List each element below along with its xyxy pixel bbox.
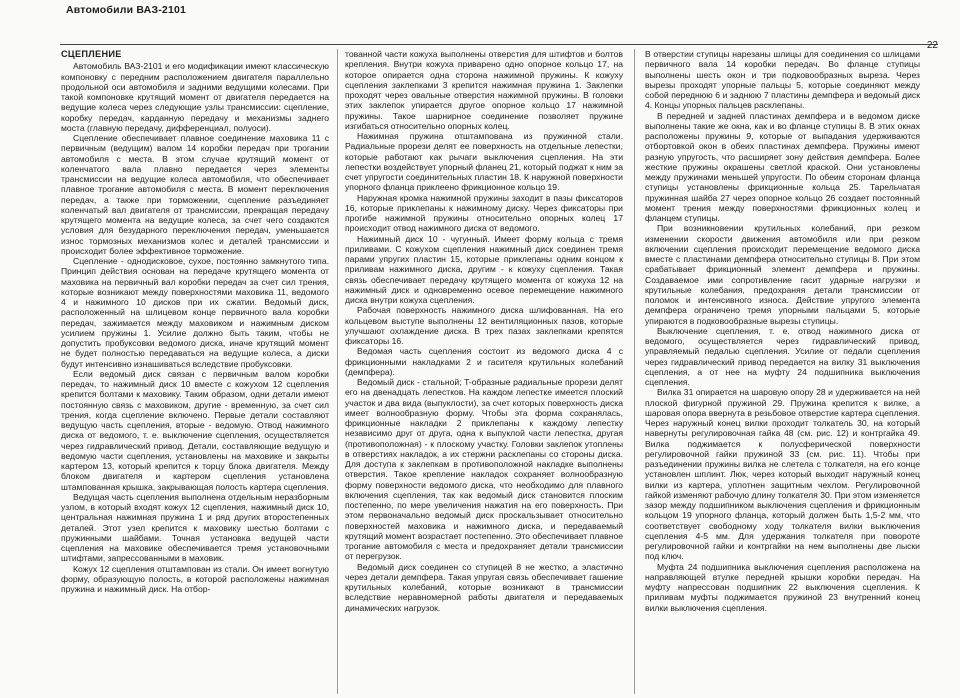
text-column-3 (645, 49, 920, 694)
paragraph: Сцепление обеспечивает плавное соединение маховика 11 с первичным (ведущим) валом 14 коробки передач при трогании автомобиля с места. В этом случае крутящий момент от коленчатого вала плавно передается через элементы трансмиссии на ведущие колеса автомобиля, что обеспечивает плавное трогание автомобиля с места. В момент переключения передач, а также при торможении, сцепление разъединяет коленчатый вал двигателя от трансмиссии, прекращая передачу крутящего момента на ведущие колеса, за счет чего создаются условия для безударного переключения передач, уменьшается износ тормозных механизмов колес и деталей трансмиссии и происходит более эффективное торможение. (61, 133, 329, 256)
paragraph: Вилка 31 опирается на шаровую опору 28 и удерживается на ней плоской фигурной пружиной 29. Пружина крепится к вилке, а шаровая опора ввернута в резьбовое отверстие картера сцепления. Через наружный конец вилки проходит толкатель 30, на который навернуты регулировочная гайка 48 (см. рис. 12) и контргайка 49. Вилка поджимается к полусферической поверхности регулировочной гайки пружиной 33 (см. рис. 11). Чтобы при разъединении пружины вилка не слетела с толкателя, на его конце установлен шплинт. Люк, через который выходит наружный конец вилки из картера, уплотнен защитным чехлом. Регулировочной гайкой изменяют рабочую длину толкателя 30. При этом изменяется зазор между подшипником выключения сцепления и фрикционным кольцом 19 упорного фланца, который должен быть 1,5-2 мм, что соответствует свободному ходу толкателя вилки выключения сцепления 4-5 мм. Для удержания толкателя при повороте регулировочной гайки и контргайки на нем выполнены две лыски под ключ. (645, 387, 920, 562)
paragraph: Нажимная пружина отштампована из пружинной стали. Радиальные прорези делят ее поверхность на отдельные лепестки, которые работают как рычаги выключения сцепления. На эти лепестки воздействует упорный фланец 21, который поджат к ним за счет упругости соединительных пластин 18. К наружной поверхности упорного фланца приклеено фрикционное кольцо 19. (345, 131, 623, 193)
text-column-1 (61, 49, 329, 694)
paragraph: В передней и задней пластинах демпфера и в ведомом диске выполнены такие же окна, как и во фланце ступицы 8. В этих окнах расположены пружины 9, которые от выпадания удерживаются отбортовкой окон в обеих пластинах демпфера. Пружины имеют разную упругость, что расширяет зону действия демпфера. Более жесткие пружины окрашены светлой краской. Они установлены между пружинами меньшей упругости. По обеим сторонам фланца ступицы установлены фрикционные кольца 25. Тарельчатая пружинная шайба 27 через опорное кольцо 26 создает постоянный момент трения между поверхностями фрикционных колец и фланцем ступицы. (645, 110, 920, 223)
paragraph: Ведомый диск соединен со ступицей 8 не жестко, а эластично через детали демпфера. Такая упругая связь обеспечивает гашение крутильных колебаний, которые возникают в трансмиссии вследствие неравномерной работы двигателя и передаваемых динамических нагрузок. (345, 561, 623, 613)
column-divider (634, 49, 635, 694)
paragraph: Сцепление - однодисковое, сухое, постоянно замкнутого типа. Принцип действия основан на передаче крутящего момента от маховика на первичный вал коробки передач за счет сил трения, которые возникают между поверхностями маховика 11, ведомого 4 и нажимного 10 дисков при их сжатии. Ведомый диск, расположенный на шлицевом конце первичного вала коробки передач, зажимается между маховиком и нажимным диском усилием пружины 1. Усилие должно быть таким, чтобы не допустить пробуксовки ведомого диска, иначе крутящий момент не будет полностью передаваться на ведущие колеса, а диски будут интенсивно изнашиваться вследствие пробуксовки. (61, 256, 329, 369)
paragraph: Ведущая часть сцепления выполнена отдельным неразборным узлом, в который входят кожух 12 сцепления, нажимный диск 10, центральная нажимная пружина 1 и ряд других второстепенных деталей. Этот узел крепится к маховику шестью болтами с пружинными шайбами. Точная установка ведущей части сцепления на маховике обеспечивается тремя установочными штифтами, запрессованными в маховик. (61, 491, 329, 564)
paragraph: Ведомая часть сцепления состоит из ведомого диска 4 с фрикционными накладками 2 и гасителя крутильных колебаний (демпфера). (345, 346, 623, 377)
text-column-2 (345, 49, 623, 694)
column-divider (337, 49, 338, 694)
paragraph: тованной части кожуха выполнены отверстия для штифтов и болтов крепления. Внутри кожуха приварено одно опорное кольцо 17, на которое опирается одна сторона нажимной пружины. К кожуху сцепления заклепками 3 крепится нажимная пружина 1. Заклепки проходят через овальные отверстия нажимной пружины. В головки этих заклепок упирается другое опорное кольцо 17 нажимной пружины. Такое шарнирное соединение позволяет пружине изгибаться относительно опорных колец. (345, 49, 623, 131)
paragraph: Нажимный диск 10 - чугунный. Имеет форму кольца с тремя приливами. С кожухом сцепления нажимный диск соединен тремя парами упругих пластин 15, которые приклепаны одним концом к приливам нажимного диска, другим - к кожуху сцепления. Такая связь обеспечивает передачу крутящего момента от кожуха 12 на нажимный диск и одновременно осевое перемещение нажимного диска внутри кожуха сцепления. (345, 233, 623, 305)
paragraph: Если ведомый диск связан с первичным валом коробки передач, то нажимный диск 10 вместе с кожухом 12 сцепления крепится болтами к маховику. Таким образом, одни детали имеют постоянную связь с маховиком, другие - временную, за счет сил трения, когда сцепление включено. Первые детали составляют ведущую часть сцепления, вторые - ведомую. Отвод нажимного диска от ведомого, т. е. выключение сцепления, осуществляется через гидравлический привод. Детали, составляющие ведущую и ведомую части сцепления, установлены на маховике и закрыты картером 13, который крепится к торцу блока двигателя. Между блоком двигателя и картером сцепления установлена штампованная крышка, закрывающая полость картера сцепления. (61, 368, 329, 492)
paragraph: При возникновении крутильных колебаний, при резком изменении скорости движения автомобиля или при резком включении сцепления происходит перемещение ведомого диска вместе с пластинами демпфера относительно ступицы 8. При этом срабатывает фрикционный элемент демпфера и пружины. Создаваемое ими сопротивление гасит ударные нагрузки и крутильные колебания, предохраняя детали трансмиссии от поломок и интенсивного износа. Действие упругого элемента демпфера ограничено тремя упорными пальцами 5, которые упираются в подковообразные вырезы ступицы. (645, 223, 920, 326)
paragraph: Ведомый диск - стальной; T-образные радиальные прорези делят его на двенадцать лепестков. На каждом лепестке имеется плоский участок и два вида (выпуклости), за счет которых поверхность диска имеет волнообразную форму. Чтобы эта форма сохранялась, фрикционные накладки 2 приклепаны к каждому лепестку независимо друг от друга, одна к выпуклой части лепестка, другая (противоположная) - к плоскому участку. Головки заклепок утоплены в отверстиях накладок, а их стержни расклепаны со стороны диска. Для доступа к заклепкам в противоположной накладке выполнены отверстия. Такое крепление накладок сохраняет волнообразную форму поверхности ведомого диска, что необходимо для плавного включения сцепления, так как ведомый диск становится плоским постепенно, по мере увеличения нажатия на его поверхность. При этом первоначально ведомый диск проскальзывает относительно поверхностей маховика и нажимного диска, и передаваемый крутящий момент возрастает постепенно. Это обеспечивает плавное трогание автомобиля с места и предохраняет детали трансмиссии от перегрузок. (345, 377, 623, 562)
paragraph: Выключение сцепления, т. е. отвод нажимного диска от ведомого, осуществляется через гидравлический привод, управляемый педалью сцепления. Усилие от педали сцепления через гидравлический привод передается на вилку 31 выключения сцепления, а от нее на муфту 24 подшипника выключения сцепления. (645, 325, 920, 387)
page-number: 22 (926, 40, 938, 51)
paragraph: Наружная кромка нажимной пружины заходит в пазы фиксаторов 16, которые приклепаны к нажимному диску. Через фиксаторы при прогибе нажимной пружины относительно опорных колец 17 происходит отвод нажимного диска от ведомого. (345, 192, 623, 234)
paragraph: Кожух 12 сцепления отштампован из стали. Он имеет вогнутую форму, образующую полость, в которой расположены нажимная пружина и нажимный диск. На отбор- (61, 563, 329, 594)
paragraph: В отверстии ступицы нарезаны шлицы для соединения со шлицами первичного вала 14 коробки передач. Во фланце ступицы выполнены шесть окон и три подковообразных выреза. Через вырезы проходят упорные пальцы 5, которые соединяют между собой переднюю 6 и заднюю 7 пластины демпфера и ведомый диск 4. Концы упорных пальцев расклепаны. (645, 49, 920, 111)
header-rule (60, 44, 938, 45)
running-head: Автомобили ВАЗ-2101 (66, 4, 187, 16)
paragraph: Рабочая поверхность нажимного диска шлифованная. На его кольцевом выступе выполнены 12 вентиляционных пазов, которые улучшают охлаждение диска. В трех пазах заклепками крепятся фиксаторы 16. (345, 305, 623, 346)
section-heading: СЦЕПЛЕНИЕ (61, 49, 122, 59)
paragraph: Автомобиль ВАЗ-2101 и его модификации имеют классическую компоновку с передним расположением двигателя параллельно продольной оси автомобиля и задними ведущими колесами. При такой компоновке крутящий момент от двигателя передается на ведущие колеса через следующие узлы трансмиссии: сцепление, коробку передач, карданную передачу и механизмы заднего моста (главную передачу, дифференциал, полуоси). (61, 61, 329, 133)
paragraph: Муфта 24 подшипника выключения сцепления расположена на направляющей втулке передней крышки коробки передач. На муфту напрессован подшипник 22 выключения сцепления. К приливам муфты поджимается пружиной 23 внутренний конец вилки выключения сцепления. (645, 561, 920, 613)
